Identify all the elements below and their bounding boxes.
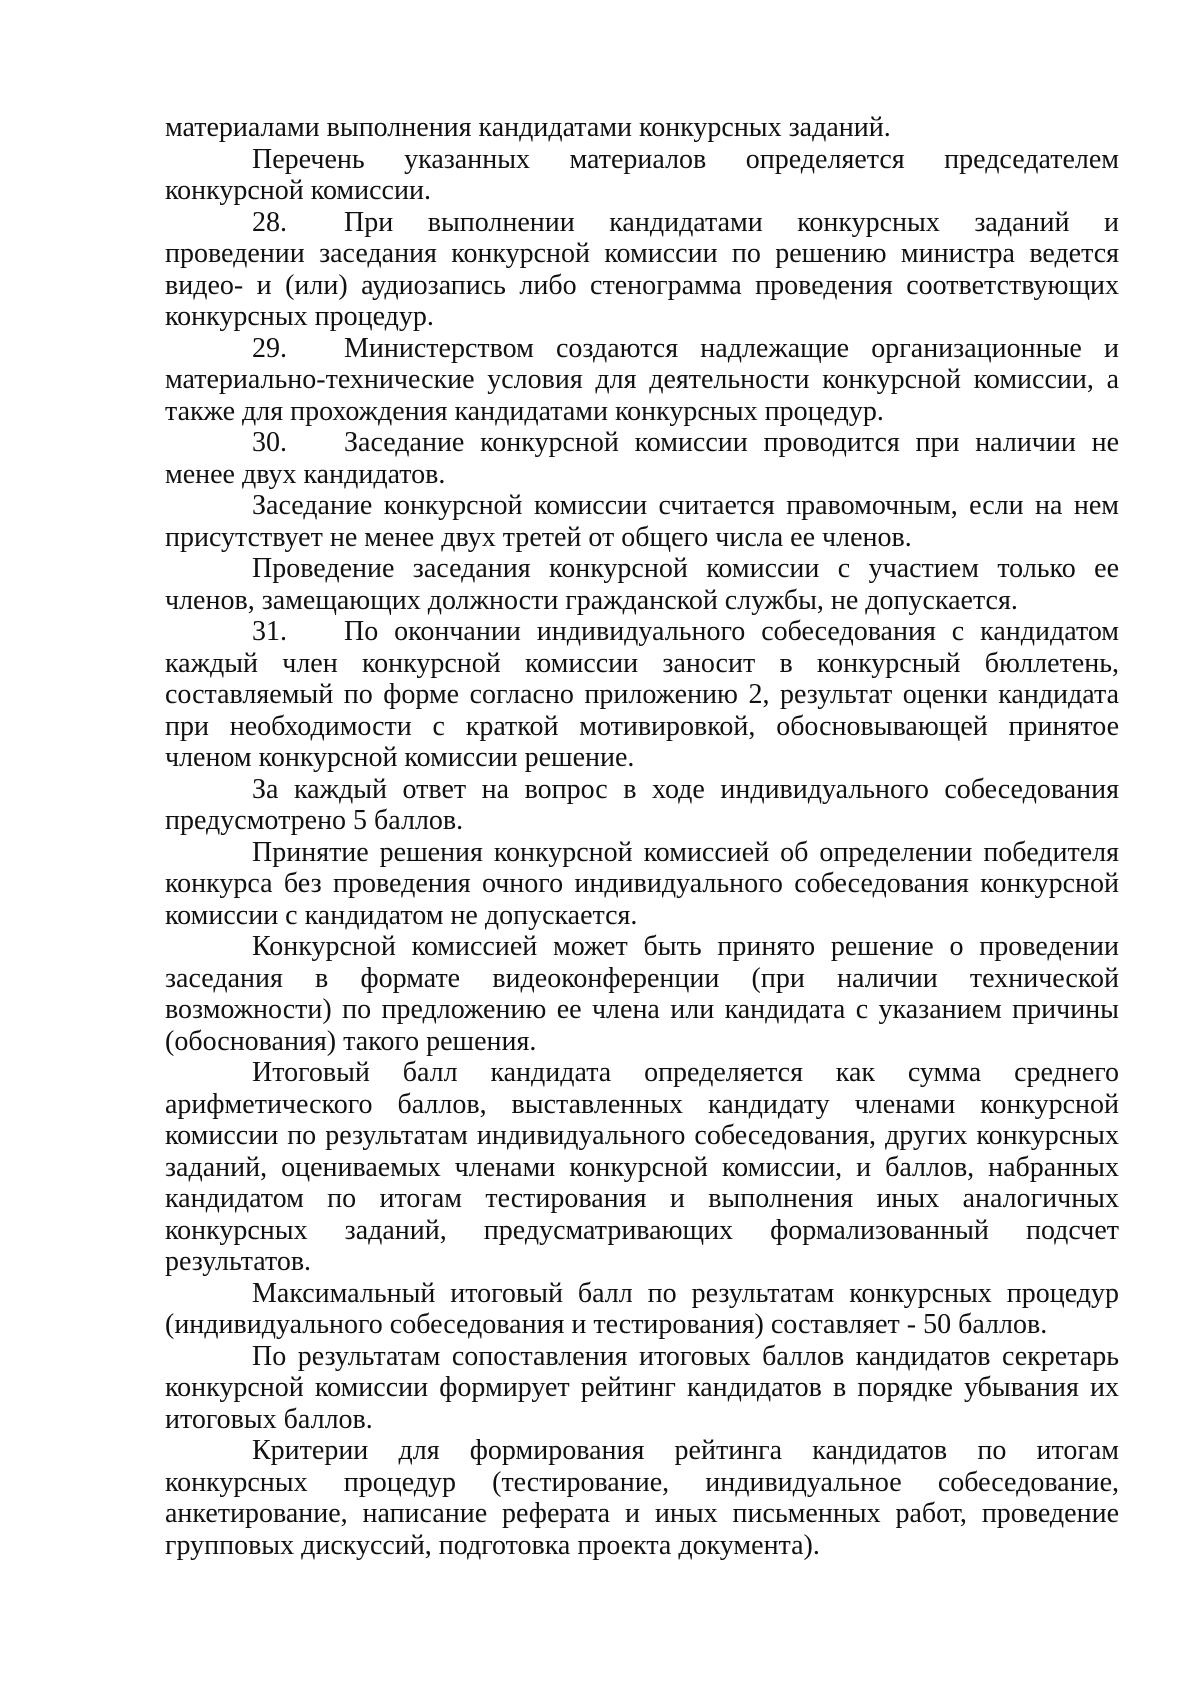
paragraph-text: Итоговый балл кандидата определяется как сумма среднего арифметического баллов, выставленных кандидату членами конкурсной комиссии по результатам индивидуального собеседования, других конкурсных заданий, оцениваемых членами конкурсной комиссии, и баллов, набранных кандидатом по итогам тестирования и выполнения иных аналогичных конкурсных заданий, предусматривающих формализованный подсчет результатов.: [165, 1057, 1119, 1277]
paragraph: [165, 144, 1119, 207]
paragraph: [165, 427, 1119, 490]
paragraph: [165, 774, 1119, 837]
paragraph: [165, 553, 1119, 616]
paragraph: [165, 1057, 1119, 1278]
paragraph-number: 30.: [252, 427, 287, 458]
paragraph: [165, 616, 1119, 774]
paragraph: [165, 931, 1119, 1057]
paragraph-text: Перечень указанных материалов определяется председателем конкурсной комиссии.: [165, 143, 1119, 206]
paragraph-text: Критерии для формирования рейтинга кандидатов по итогам конкурсных процедур (тестирование, индивидуальное собеседование, анкетирование, написание реферата и иных письменных работ, проведение групповых дискуссий, подготовка проекта документа).: [165, 1435, 1119, 1561]
paragraph: [165, 112, 1119, 144]
paragraph-text: Министерством создаются надлежащие организационные и материально-технические условия для деятельности конкурсной комиссии, а также для прохождения кандидатами конкурсных процедур.: [165, 332, 1119, 427]
paragraph-number: 31.: [252, 616, 287, 647]
paragraph-text: Проведение заседания конкурсной комиссии с участием только ее членов, замещающих должности гражданской службы, не допускается.: [165, 553, 1119, 616]
paragraph-text: Заседание конкурсной комиссии проводится при наличии не менее двух кандидатов.: [165, 427, 1119, 490]
paragraph-text: Принятие решения конкурсной комиссией об определении победителя конкурса без проведения очного индивидуального собеседования конкурсной комиссии с кандидатом не допускается.: [165, 836, 1119, 931]
paragraph: [165, 490, 1119, 553]
paragraph: [165, 333, 1119, 428]
paragraph-text: материалами выполнения кандидатами конкурсных заданий.: [165, 112, 891, 143]
paragraph-text: При выполнении кандидатами конкурсных заданий и проведении заседания конкурсной комиссии по решению министра ведется видео- и (или) аудиозапись либо стенограмма проведения соответствующих конкурсных процедур.: [165, 206, 1119, 332]
paragraph: [165, 837, 1119, 932]
paragraph-number: 28.: [252, 206, 287, 238]
document-page: [165, 112, 1119, 1561]
paragraph-text: За каждый ответ на вопрос в ходе индивидуального собеседования предусмотрено 5 баллов.: [165, 773, 1119, 836]
paragraph-text: Конкурсной комиссией может быть принято решение о проведении заседания в формате видеоконференции (при наличии технической возможности) по предложению ее члена или кандидата с указанием причины (обоснования) такого решения.: [165, 931, 1119, 1057]
paragraph-text: Заседание конкурсной комиссии считается правомочным, если на нем присутствует не менее двух третей от общего числа ее членов.: [165, 490, 1119, 553]
paragraph-text: По результатам сопоставления итоговых баллов кандидатов секретарь конкурсной комиссии формирует рейтинг кандидатов в порядке убывания их итоговых баллов.: [165, 1340, 1119, 1435]
paragraph: [165, 1278, 1119, 1341]
paragraph-text: Максимальный итоговый балл по результатам конкурсных процедур (индивидуального собеседования и тестирования) составляет - 50 баллов.: [165, 1277, 1119, 1340]
paragraph-text: По окончании индивидуального собеседования с кандидатом каждый член конкурсной комиссии заносит в конкурсный бюллетень, составляемый по форме согласно приложению 2, результат оценки кандидата при необходимости с краткой мотивировкой, обосновывающей принятое членом конкурсной комиссии решение.: [165, 616, 1119, 773]
paragraph: [165, 1435, 1119, 1561]
paragraph: [165, 1341, 1119, 1436]
paragraph-number: 29.: [252, 332, 287, 364]
paragraph: [165, 207, 1119, 333]
